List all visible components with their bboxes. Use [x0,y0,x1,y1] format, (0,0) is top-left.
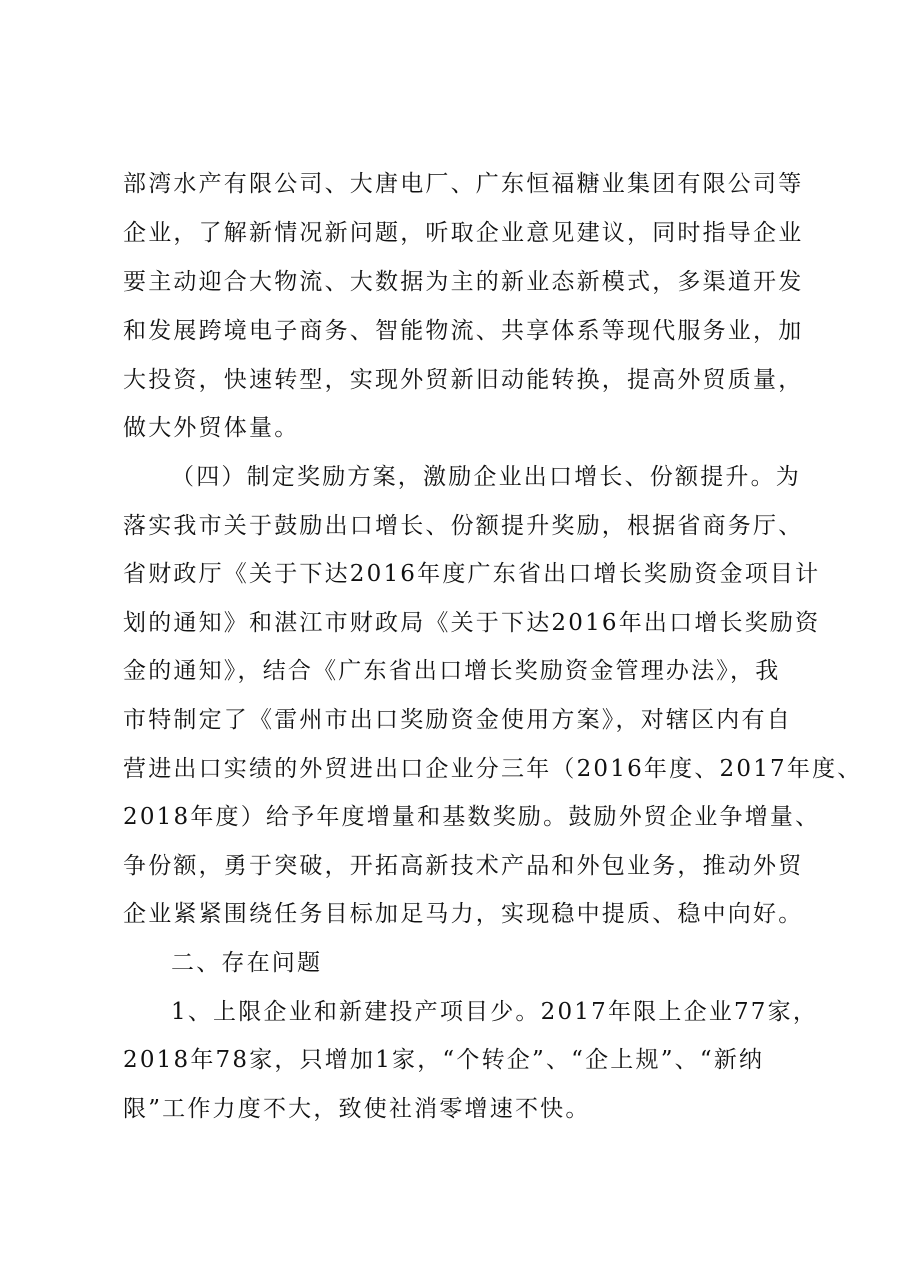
paragraph-1-line-3: 要主动迎合大物流、大数据为主的新业态新模式，多渠道开发 [123,269,804,295]
paragraph-1-line-5: 大投资，快速转型，实现外贸新旧动能转换，提高外贸质量， [123,367,804,393]
paragraph-1-line-6: 做大外贸体量。 [123,415,300,441]
section-heading: 二、存在问题 [171,950,323,976]
paragraph-2-line-2: 落实我市关于鼓励出口增长、份额提升奖励，根据省商务厅、 [123,513,804,539]
paragraph-3-line-2: 2018年78家，只增加1家，“个转企”、“企上规”、“新纳 [123,1047,765,1073]
paragraph-2-line-8: 2018年度）给予年度增量和基数奖励。鼓励外贸企业争增量、 [123,804,821,830]
paragraph-2-line-5: 金的通知》，结合《广东省出口增长奖励资金管理办法》，我 [123,658,781,684]
paragraph-2-line-1: （四）制定奖励方案，激励企业出口增长、份额提升。为 [171,464,801,490]
paragraph-1-line-2: 企业，了解新情况新问题，听取企业意见建议，同时指导企业 [123,220,804,246]
paragraph-2-line-4: 划的通知》和湛江市财政局《关于下达2016年出口增长奖励资 [123,610,821,636]
paragraph-3-line-3: 限”工作力度不大，致使社消零增速不快。 [123,1096,591,1122]
paragraph-2-line-3: 省财政厅《关于下达2016年度广东省出口增长奖励资金项目计 [123,561,821,587]
paragraph-1-line-1: 部湾水产有限公司、大唐电厂、广东恒福糖业集团有限公司等 [123,171,804,197]
paragraph-2-line-10: 企业紧紧围绕任务目标加足马力，实现稳中提质、稳中向好。 [123,901,804,927]
paragraph-2-line-6: 市特制定了《雷州市出口奖励资金使用方案》，对辖区内有自 [123,707,792,733]
paragraph-1-line-4: 和发展跨境电子商务、智能物流、共享体系等现代服务业，加 [123,318,804,344]
paragraph-2-line-7: 营进出口实绩的外贸进出口企业分三年（2016年度、2017年度、 [123,756,863,782]
paragraph-3-line-1: 1、上限企业和新建投产项目少。2017年限上企业77家， [171,999,819,1025]
paragraph-2-line-9: 争份额，勇于突破，开拓高新技术产品和外包业务，推动外贸 [123,853,804,879]
